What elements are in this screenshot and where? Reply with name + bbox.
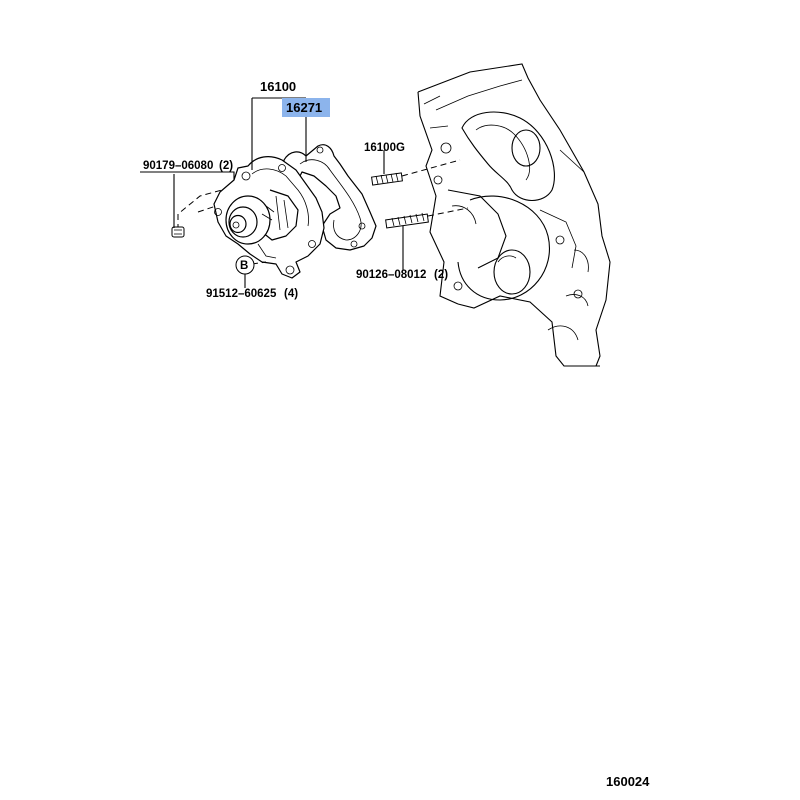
label-91512: 91512–60625 [206, 288, 277, 300]
figure-number: 160024 [606, 774, 650, 789]
label-90179-qty: (2) [219, 160, 234, 172]
marker-b: B [240, 260, 249, 272]
label-16100g: 16100G [364, 142, 405, 154]
label-16271[interactable]: 16271 [286, 100, 323, 115]
engine-block [418, 64, 610, 366]
water-pump-16100 [214, 157, 324, 278]
label-91512-qty: (4) [284, 288, 299, 300]
label-90126-qty: (2) [434, 269, 449, 281]
label-90126: 90126–08012 [356, 269, 427, 281]
stud-upper [372, 160, 460, 185]
stud-lower [386, 208, 468, 228]
label-90179: 90179–06080 [143, 160, 214, 172]
label-16100: 16100 [260, 79, 297, 94]
